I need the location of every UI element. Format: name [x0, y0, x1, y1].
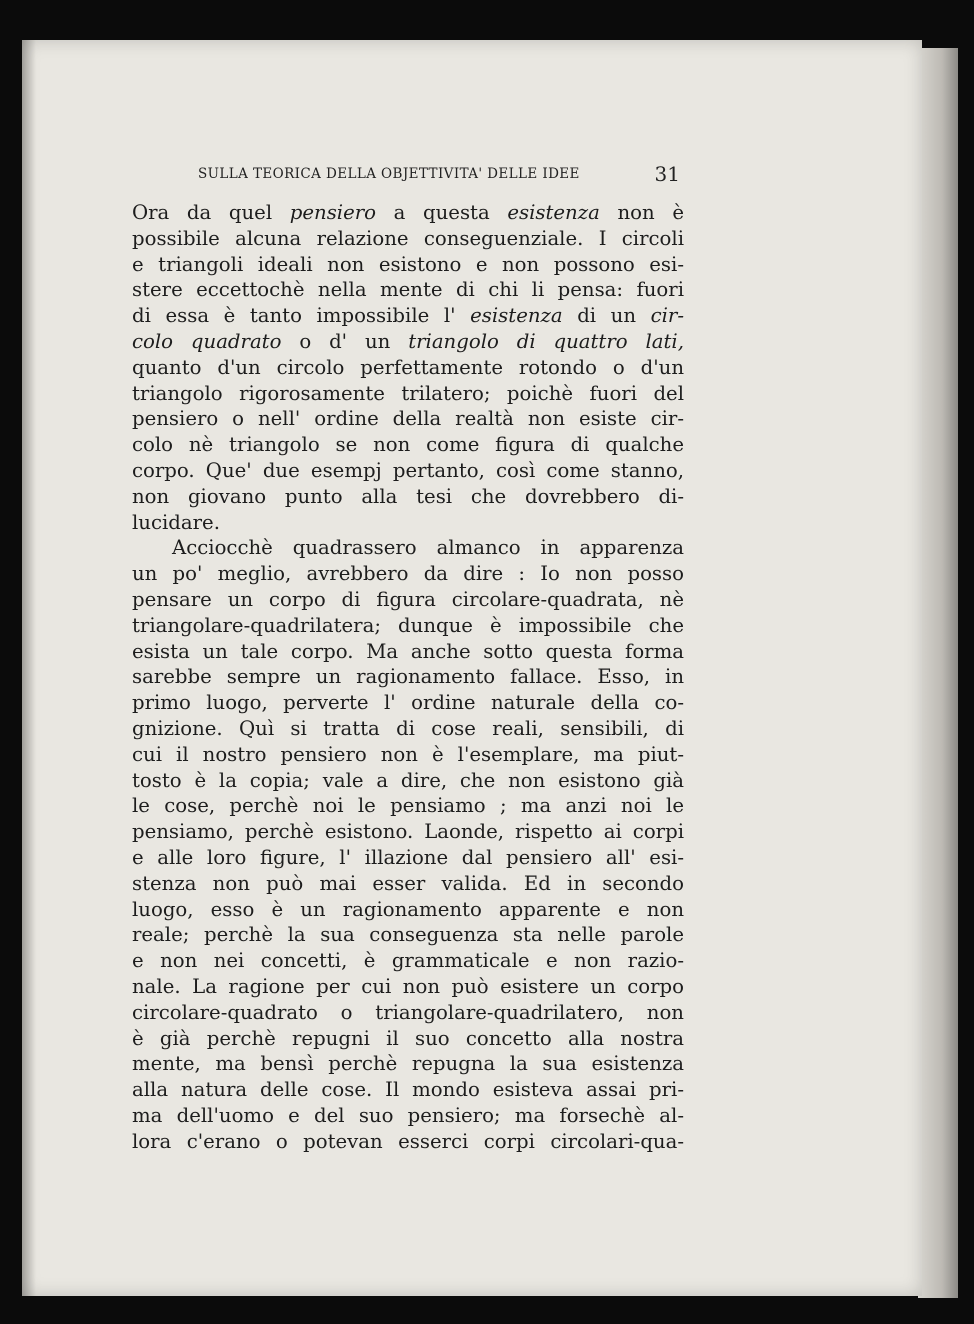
body-text — [132, 200, 684, 1154]
text-run: non è — [599, 201, 684, 224]
text-run: le cose, perchè noi le pensiamo ; ma anzi noi le — [132, 794, 684, 818]
italic-text: colo quadrato — [132, 329, 282, 353]
text-line — [132, 974, 684, 1000]
text-line — [132, 381, 684, 407]
text-line — [132, 252, 684, 278]
text-run: lucidare. — [132, 510, 220, 534]
italic-text: esistenza — [470, 304, 563, 328]
text-line — [132, 1103, 684, 1129]
text-line — [132, 200, 684, 226]
text-line — [132, 1129, 684, 1155]
text-run: e non nei concetti, è grammaticale e non razio- — [132, 949, 684, 973]
running-head — [198, 162, 680, 186]
text-line — [132, 484, 684, 510]
text-line — [132, 329, 684, 355]
text-run: o d' un — [281, 329, 409, 353]
text-run: esista un tale corpo. Ma anche sotto questa forma — [132, 639, 684, 663]
text-line — [132, 587, 684, 613]
text-line — [132, 226, 684, 252]
text-line — [132, 819, 684, 845]
text-line — [132, 1000, 684, 1026]
text-line — [132, 897, 684, 923]
text-run: pensare un corpo di figura circolare-quadrata, nè — [132, 587, 684, 611]
text-run: stenza non può mai esser valida. Ed in secondo — [132, 871, 684, 895]
text-line — [132, 716, 684, 742]
text-run: Acciocchè quadrassero almanco in apparenza — [172, 536, 684, 560]
text-line — [132, 871, 684, 897]
text-run: circolare-quadrato o triangolare-quadrilatero, non — [132, 1000, 684, 1024]
text-run: primo luogo, perverte l' ordine naturale della co- — [132, 691, 684, 715]
text-line — [132, 458, 684, 484]
text-run: lora c'erano o potevan esserci corpi circolari-qua- — [132, 1129, 684, 1153]
text-run: è già perchè repugni il suo concetto alla nostra — [132, 1026, 684, 1050]
text-run: a questa — [376, 201, 508, 224]
text-line — [132, 535, 684, 561]
text-line — [132, 1026, 684, 1052]
italic-text: triangolo di quattro lati, — [408, 329, 684, 353]
text-line — [132, 432, 684, 458]
text-run: triangolo rigorosamente trilatero; poichè fuori del — [132, 381, 684, 405]
text-line — [132, 768, 684, 794]
text-run: quanto d'un circolo perfettamente rotondo o d'un — [132, 355, 684, 379]
text-run: cui il nostro pensiero non è l'esemplare, ma piut- — [132, 742, 684, 766]
text-run: e alle loro figure, l' illazione dal pensiero all' esi- — [132, 845, 684, 869]
text-line — [132, 639, 684, 665]
text-line — [132, 845, 684, 871]
text-line — [132, 664, 684, 690]
text-line — [132, 922, 684, 948]
text-run: pensiero o nell' ordine della realtà non esiste cir- — [132, 407, 684, 431]
text-run: tosto è la copia; vale a dire, che non esistono già — [132, 768, 684, 792]
page-number: 31 — [654, 162, 680, 186]
text-run: di un — [562, 304, 651, 328]
text-run: pensiamo, perchè esistono. Laonde, rispetto ai corpi — [132, 820, 684, 844]
text-run: un po' meglio, avrebbero da dire : Io non posso — [132, 562, 684, 586]
text-line — [132, 742, 684, 768]
text-line — [132, 510, 684, 536]
spine-shadow — [22, 40, 36, 1296]
text-run: gnizione. Quì si tratta di cose reali, sensibili, di — [132, 716, 684, 740]
italic-text: esistenza — [507, 201, 600, 224]
italic-text: pensiero — [289, 201, 377, 224]
text-run: stere eccettochè nella mente di chi li pensa: fuori — [132, 278, 684, 302]
text-run: ma dell'uomo e del suo pensiero; ma forsechè al- — [132, 1103, 684, 1127]
text-line — [132, 948, 684, 974]
text-run: colo nè triangolo se non come figura di qualche — [132, 433, 684, 457]
text-run: corpo. Que' due esempj pertanto, così come stanno, — [132, 458, 684, 482]
text-line — [132, 277, 684, 303]
text-line — [132, 1077, 684, 1103]
text-line — [132, 355, 684, 381]
running-head-title: SULLA TEORICA DELLA OBJETTIVITA' DELLE IDEE — [198, 166, 580, 182]
text-run: non giovano punto alla tesi che dovrebbero di- — [132, 484, 684, 508]
text-run: sarebbe sempre un ragionamento fallace. Esso, in — [132, 665, 684, 689]
text-run: e triangoli ideali non esistono e non possono esi- — [132, 252, 684, 276]
text-line — [132, 1051, 684, 1077]
page-edge — [918, 48, 958, 1298]
text-run: alla natura delle cose. Il mondo esisteva assai pri- — [132, 1078, 684, 1102]
text-run: reale; perchè la sua conseguenza sta nelle parole — [132, 923, 684, 947]
text-run: mente, ma bensì perchè repugna la sua esistenza — [132, 1052, 684, 1076]
text-run: nale. La ragione per cui non può esistere un corpo — [132, 974, 684, 998]
text-line — [132, 613, 684, 639]
text-line — [132, 406, 684, 432]
text-run: di essa è tanto impossibile l' — [132, 304, 471, 328]
italic-text: cir- — [650, 304, 684, 328]
text-run: Ora da quel — [132, 201, 290, 224]
text-run: luogo, esso è un ragionamento apparente e non — [132, 897, 684, 921]
text-run: possibile alcuna relazione conseguenziale. I circoli — [132, 226, 684, 250]
text-line — [132, 690, 684, 716]
text-line — [132, 793, 684, 819]
text-run: triangolare-quadrilatera; dunque è impossibile che — [132, 613, 684, 637]
text-line — [132, 561, 684, 587]
text-line — [132, 303, 684, 329]
